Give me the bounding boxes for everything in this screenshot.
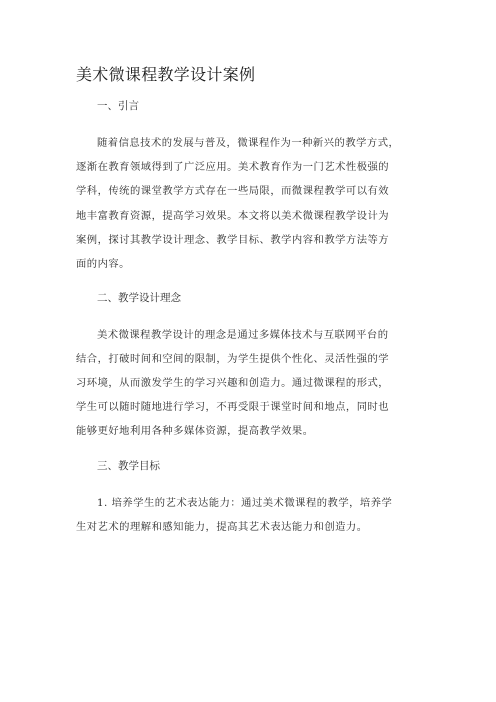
paragraph-line: 随着信息技术的发展与普及，微课程作为一种新兴的教学方式， bbox=[97, 137, 400, 149]
paragraph-line: 学生可以随时随地进行学习，不再受限于课堂时间和地点，同时也 bbox=[76, 401, 390, 413]
paragraph-line: 结合，打破时间和空间的限制，为学生提供个性化、灵活性强的学 bbox=[76, 353, 390, 365]
paragraph-line: 生对艺术的理解和感知能力，提高其艺术表达能力和创造力。 bbox=[76, 521, 368, 533]
section-heading-goals: 三、教学目标 bbox=[97, 460, 160, 472]
paragraph-line: 学科，传统的课堂教学方式存在一些局限，而微课程教学可以有效 bbox=[76, 185, 390, 197]
document-title: 美术微课程教学设计案例 bbox=[76, 65, 256, 84]
section-heading-design-concept: 二、教学设计理念 bbox=[97, 292, 181, 304]
paragraph-line: 案例，探讨其教学设计理念、教学目标、教学内容和教学方法等方 bbox=[76, 234, 390, 246]
paragraph-line: 地丰富教育资源，提高学习效果。本文将以美术微课程教学设计为 bbox=[76, 210, 390, 222]
paragraph-line: 美术微课程教学设计的理念是通过多媒体技术与互联网平台的 bbox=[97, 329, 389, 341]
paragraph-line: 1. 培养学生的艺术表达能力：通过美术微课程的教学，培养学 bbox=[97, 497, 393, 509]
paragraph-line: 逐渐在教育领域得到了广泛应用。美术教育作为一门艺术性极强的 bbox=[76, 161, 390, 173]
paragraph-line: 面的内容。 bbox=[76, 258, 130, 270]
paragraph-line: 习环境，从而激发学生的学习兴趣和创造力。通过微课程的形式， bbox=[76, 377, 390, 389]
section-heading-intro: 一、引言 bbox=[97, 100, 139, 112]
paragraph-line: 能够更好地利用各种多媒体资源，提高教学效果。 bbox=[76, 425, 314, 437]
